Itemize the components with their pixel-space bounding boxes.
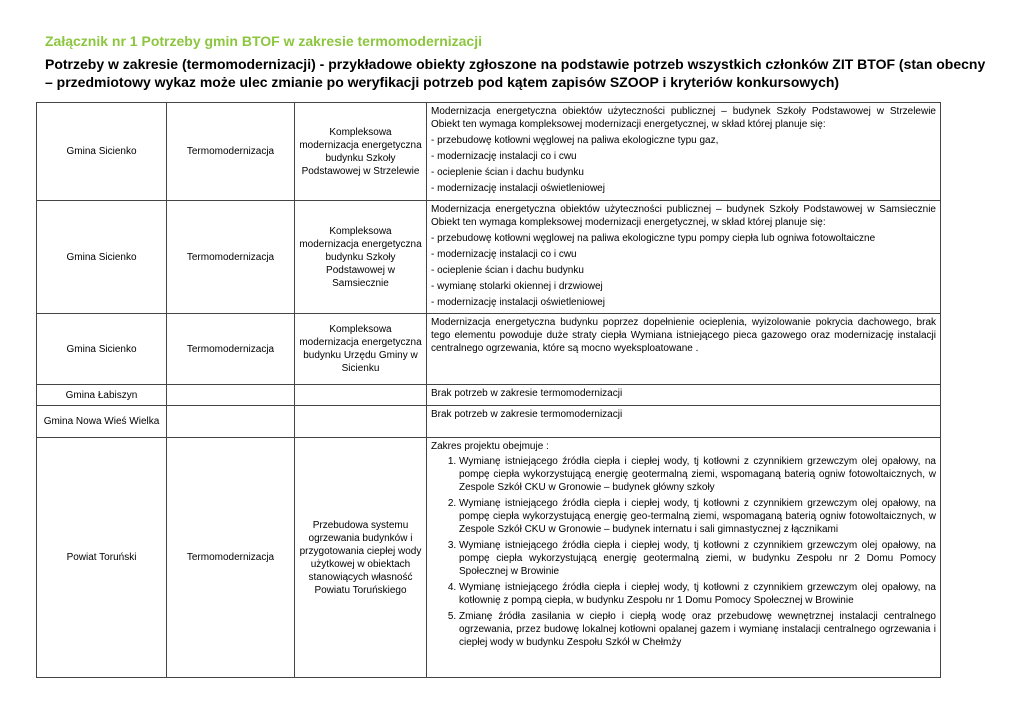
description-cell: [427, 385, 941, 406]
description-intro: Brak potrzeb w zakresie termomodernizacji: [431, 388, 623, 399]
scope-list: [431, 455, 936, 649]
table-row: [37, 385, 941, 406]
unit-cell: Gmina Sicienko: [37, 201, 167, 314]
unit-cell: Gmina Nowa Wieś Wielka: [37, 406, 167, 438]
unit-cell: Powiat Toruński: [37, 438, 167, 678]
description-bullet: - modernizację instalacji oświetleniowej: [431, 183, 605, 194]
unit-cell: Gmina Sicienko: [37, 103, 167, 201]
description-intro: Modernizacja energetyczna budynku poprzez dopełnienie ocieplenia, wyizolowanie pokrycia dachowego, brak tego elementu powoduje duże straty ciepła Wymiana istniejącego pieca gazowego oraz modernizację instalacji centralnego ogrzewania, które są mocno wyeksploatowane .: [431, 317, 936, 354]
description-bullet: - przebudowę kotłowni węglowej na paliwa ekologiczne typu pompy ciepła lub ogniwa fotowoltaiczne: [431, 233, 876, 244]
description-bullet: - wymianę stolarki okiennej i drzwiowej: [431, 281, 603, 292]
list-item: 1. Wymianę istniejącego źródła ciepła i ciepłej wody, tj kotłowni z czynnikiem grzewczym olej opałowy, na pompę ciepła wykorzystującą energię geotermalną ziemi, wspomaganą baterią ogniw fotowoltaicznych, w Zespole Szkół CKU w Gronowie – budynek główny szkoły: [459, 455, 936, 494]
category-cell: Termomodernizacja: [167, 438, 295, 678]
needs-table: [36, 102, 941, 678]
description-bullet: - ocieplenie ścian i dachu budynku: [431, 265, 584, 276]
project-cell: [295, 385, 427, 406]
project-cell: [295, 406, 427, 438]
description-cell: [427, 103, 941, 201]
description-bullet: - modernizację instalacji oświetleniowej: [431, 297, 605, 308]
description-intro: Zakres projektu obejmuje :: [431, 441, 549, 452]
description-cell: [427, 314, 941, 385]
description-bullet: - modernizację instalacji co i cwu: [431, 249, 577, 260]
table-row: [37, 438, 941, 678]
list-item: 3. Wymianę istniejącego źródła ciepła i ciepłej wody, tj kotłowni z czynnikiem grzewczym olej opałowy, na pompę ciepła wykorzystującą energię geotermalną ziemi, w budynku Zespołu nr 2 Domu Pomocy Społecznej w Browinie: [459, 539, 936, 578]
table-row: [37, 103, 941, 201]
description-bullet: - ocieplenie ścian i dachu budynku: [431, 167, 584, 178]
project-cell: Przebudowa systemu ogrzewania budynków i przygotowania ciepłej wody użytkowej w obiektach stanowiących własność Powiatu Toruńskiego: [295, 438, 427, 678]
category-cell: [167, 385, 295, 406]
description-cell: [427, 406, 941, 438]
table-row: [37, 201, 941, 314]
category-cell: [167, 406, 295, 438]
category-cell: Termomodernizacja: [167, 201, 295, 314]
project-cell: Kompleksowa modernizacja energetyczna budynku Urzędu Gminy w Sicienku: [295, 314, 427, 385]
table-row: [37, 406, 941, 438]
description-intro: Brak potrzeb w zakresie termomodernizacji: [431, 409, 623, 420]
project-cell: Kompleksowa modernizacja energetyczna budynku Szkoły Podstawowej w Strzelewie: [295, 103, 427, 201]
document-heading: Potrzeby w zakresie (termomodernizacji) - przykładowe obiekty zgłoszone na podstawie potrzeb wszystkich członków ZIT BTOF (stan obecny – przedmiotowy wykaz może ulec zmianie po weryfikacji potrzeb pod kątem zapisów SZOOP i kryteriów konkursowych): [45, 56, 986, 90]
description-intro: Modernizacja energetyczna obiektów użyteczności publicznej – budynek Szkoły Podstawowej w Strzelewie Obiekt ten wymaga kompleksowej modernizacji energetycznej, w skład której planuje się:: [431, 106, 936, 130]
unit-cell: Gmina Sicienko: [37, 314, 167, 385]
category-cell: Termomodernizacja: [167, 314, 295, 385]
project-cell: Kompleksowa modernizacja energetyczna budynku Szkoły Podstawowej w Samsiecznie: [295, 201, 427, 314]
description-bullet: - przebudowę kotłowni węglowej na paliwa ekologiczne typu gaz,: [431, 135, 719, 146]
description-bullet: - modernizację instalacji co i cwu: [431, 151, 577, 162]
unit-cell: Gmina Łabiszyn: [37, 385, 167, 406]
attachment-title: Załącznik nr 1 Potrzeby gmin BTOF w zakresie termomodernizacji: [45, 33, 482, 49]
list-item: 2. Wymianę istniejącego źródła ciepła i ciepłej wody, tj kotłowni z czynnikiem grzewczym olej opałowy, na pompę ciepła wykorzystującą energię geo-termalną ziemi, wspomaganą baterią ogniw fotowoltaicznych, w Zespole Szkół CKU w Gronowie – budynek internatu i sali gimnastycznej z łącznikami: [459, 497, 936, 536]
list-item: 4. Wymianę istniejącego źródła ciepła i ciepłej wody, tj kotłowni z czynnikiem grzewczym olej opałowy, na kotłownię z pompą ciepła, w budynku Zespołu nr 1 Domu Pomocy Społecznej w Browinie: [459, 581, 936, 607]
description-cell: [427, 201, 941, 314]
table-row: [37, 314, 941, 385]
description-cell: [427, 438, 941, 678]
description-intro: Modernizacja energetyczna obiektów użyteczności publicznej – budynek Szkoły Podstawowej w Samsiecznie Obiekt ten wymaga kompleksowej modernizacji energetycznej, w skład której planuje się:: [431, 204, 936, 228]
list-item: 5. Zmianę źródła zasilania w ciepło i ciepłą wodę oraz przebudowę wewnętrznej instalacji centralnego ogrzewania, przez budowę lokalnej kotłowni opalanej gazem i wymianę instalacji centralnego ogrzewania i ciepłej wody w budynku Zespołu Szkół w Chełmży: [459, 610, 936, 649]
category-cell: Termomodernizacja: [167, 103, 295, 201]
